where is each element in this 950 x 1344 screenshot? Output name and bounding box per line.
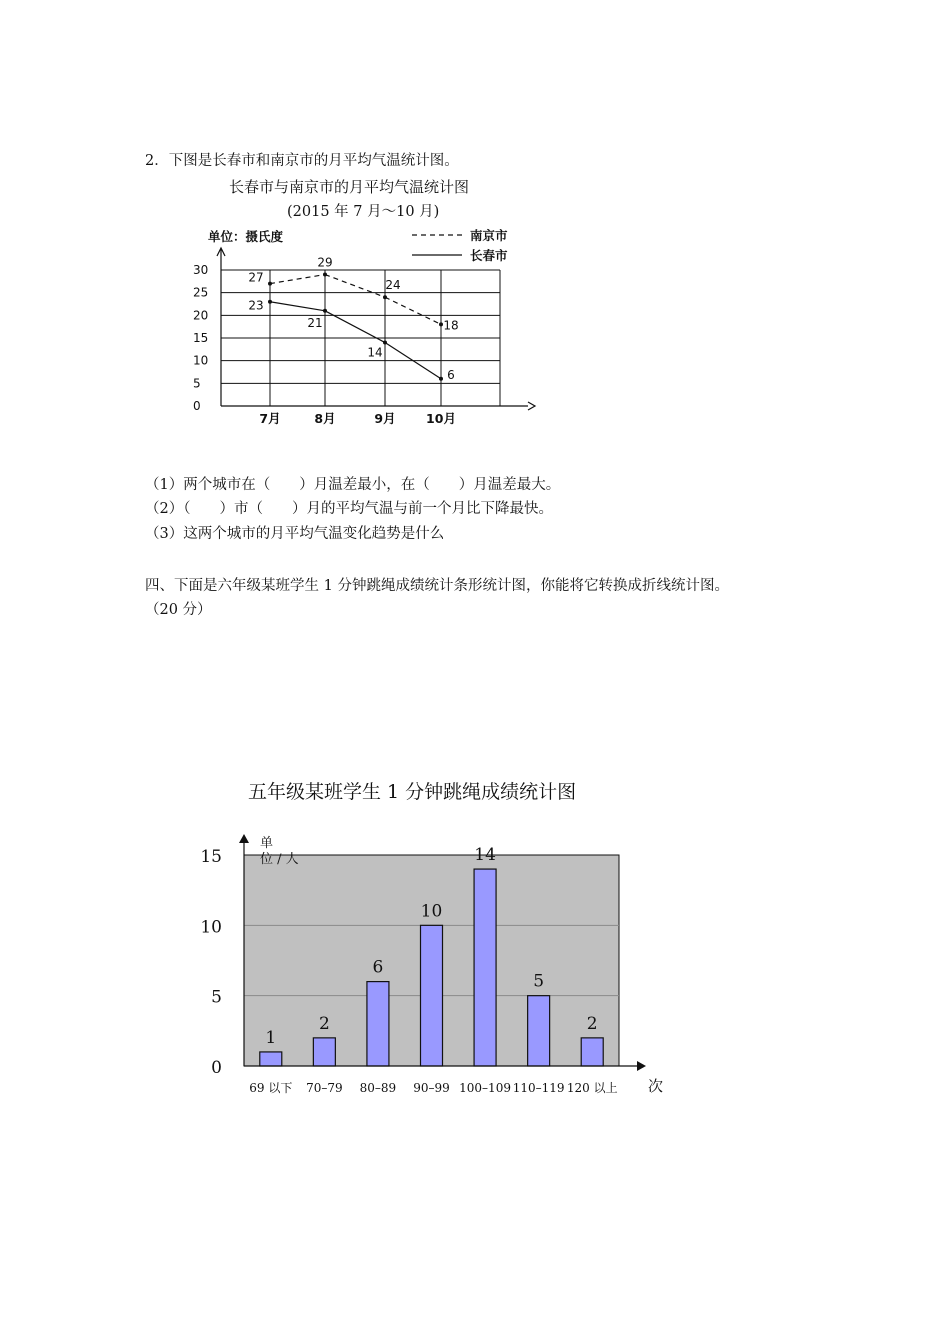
section4-line1: 四、下面是六年级某班学生 1 分钟跳绳成绩统计条形统计图，你能将它转换成折线统计图。 [145, 578, 729, 594]
bar-chart-x-arrow [637, 1061, 646, 1071]
bar-chart-xtick: 69 以下 [249, 1081, 293, 1095]
bar-chart-xtick: 70–79 [306, 1081, 343, 1095]
bar-chart-bar [421, 925, 443, 1066]
line-chart-data-label: 27 [248, 270, 264, 285]
bar-chart-xtick: 100–109 [459, 1081, 511, 1095]
bar-chart-y-arrow [239, 834, 249, 843]
bar-chart-data-label: 5 [533, 971, 545, 992]
bar-chart-title: 五年级某班学生 1 分钟跳绳成绩统计图 [248, 781, 577, 803]
line-chart-ytick: 10 [193, 353, 209, 368]
bar-chart-data-label: 6 [372, 957, 384, 978]
bar-chart-bar [260, 1052, 282, 1066]
bar-chart-ytick: 10 [200, 917, 222, 938]
bar-chart-bar [581, 1038, 603, 1066]
bar-chart-data-label: 2 [586, 1013, 598, 1034]
section4-line2: （20 分） [145, 602, 212, 618]
bar-chart-data-label: 10 [420, 901, 443, 922]
bar-chart-ytick: 0 [211, 1058, 222, 1078]
bar-chart-xtick: 90–99 [413, 1081, 450, 1095]
question-1: （1）两个城市在（ ）月温差最小，在（ ）月温差最大。 [145, 477, 561, 493]
bar-chart-xlabel: 次 [648, 1077, 664, 1095]
bar-chart-bar [528, 996, 550, 1066]
line-chart-ytick: 5 [193, 376, 201, 391]
bar-chart-xtick: 110–119 [512, 1081, 565, 1095]
bar-chart-ytick: 5 [211, 987, 222, 1008]
line-chart-data-label: 23 [248, 298, 264, 313]
line-chart-data-label: 18 [443, 318, 459, 333]
line-chart-xtick: 7月 [259, 411, 281, 426]
legend-label-changchun: 长春市 [470, 248, 508, 263]
line-chart-ytick: 20 [193, 308, 209, 323]
line-chart-ylabel: 单位：摄氏度 [208, 229, 284, 244]
line-chart-ytick: 25 [193, 285, 209, 300]
line-chart-data-label: 14 [367, 345, 383, 360]
section2-heading: 2．下图是长春市和南京市的月平均气温统计图。 [145, 153, 459, 169]
bar-chart-ylabel-1: 单 [260, 836, 274, 851]
bar-chart-xtick: 80–89 [359, 1081, 397, 1095]
line-chart-data-label: 29 [317, 255, 333, 270]
bar-chart-ytick: 15 [200, 847, 222, 867]
line-chart-xtick: 10月 [426, 411, 456, 426]
bar-chart-data-label: 1 [265, 1027, 277, 1048]
line-chart-ytick: 30 [193, 263, 209, 277]
line-chart-xtick: 8月 [314, 411, 336, 426]
bar-chart-data-label: 14 [474, 845, 496, 866]
line-chart-subtitle: (2015 年 7 月～10 月) [287, 204, 440, 220]
bar-chart-bar [474, 869, 496, 1066]
line-chart-data-label: 21 [307, 315, 323, 330]
line-chart-data-label: 6 [447, 367, 455, 382]
question-2: （2）（ ）市（ ）月的平均气温与前一个月比下降最快。 [145, 501, 553, 517]
bar-chart-xtick: 120 以上 [566, 1081, 618, 1095]
line-chart-ytick: 15 [193, 331, 209, 345]
line-chart-xtick: 9月 [374, 411, 396, 426]
question-3: （3）这两个城市的月平均气温变化趋势是什么 [145, 526, 445, 542]
bar-chart-bar [313, 1038, 335, 1066]
bar-chart-ylabel-2: 位 / 人 [260, 852, 299, 867]
line-chart-data-label: 24 [385, 278, 401, 293]
legend-label-nanjing: 南京市 [470, 228, 508, 243]
bar-chart-bar [367, 982, 389, 1066]
line-chart-ytick: 0 [193, 399, 201, 413]
line-chart-title: 长春市与南京市的月平均气温统计图 [229, 178, 470, 196]
bar-chart-data-label: 2 [318, 1013, 330, 1034]
